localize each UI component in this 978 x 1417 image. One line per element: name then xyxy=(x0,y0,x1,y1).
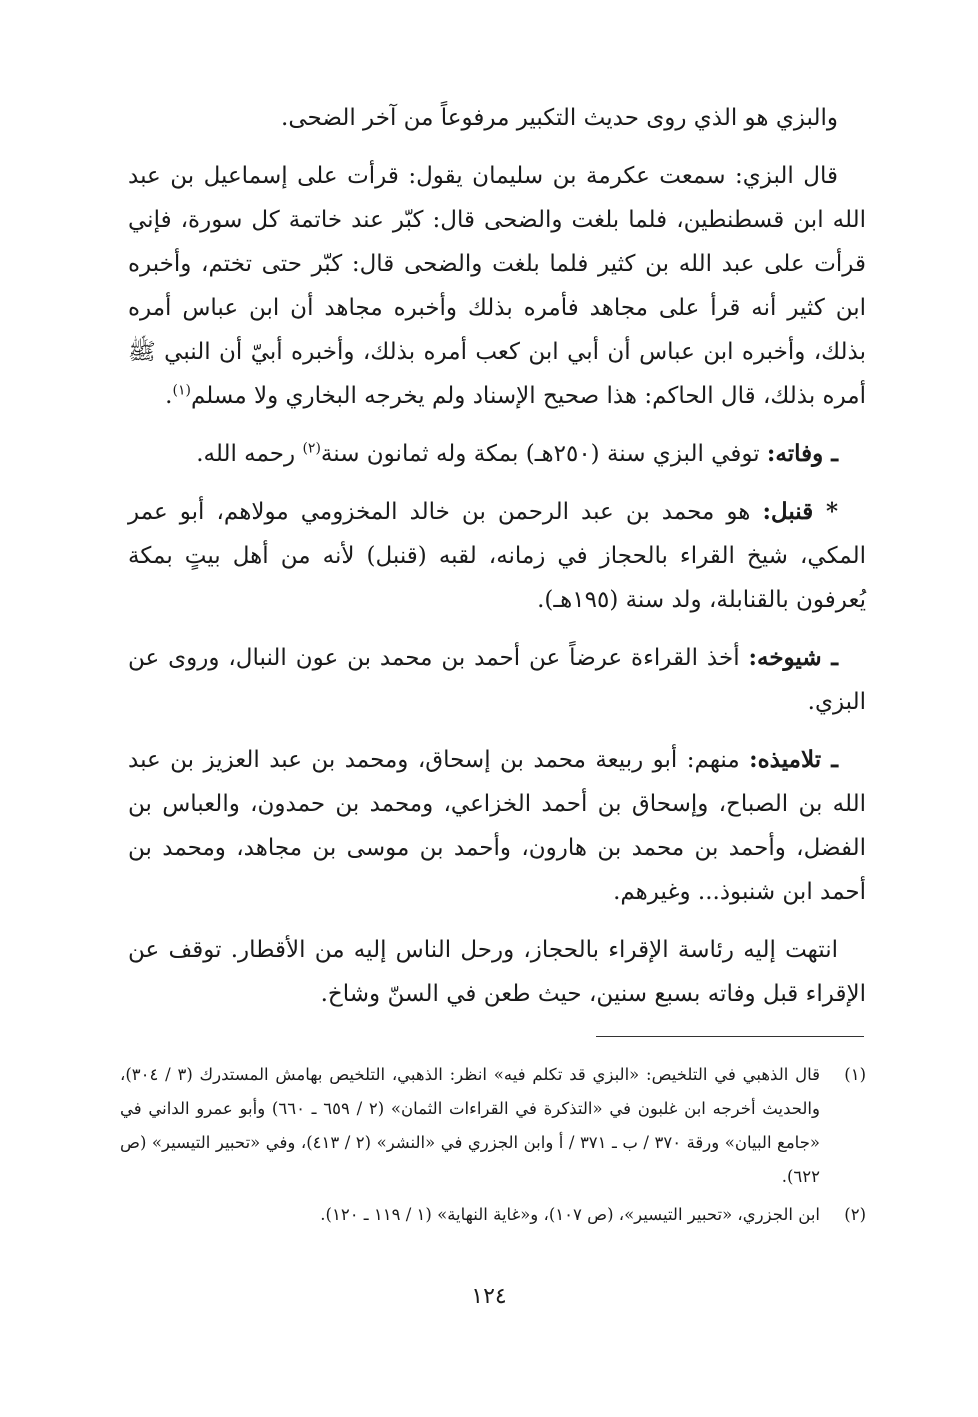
paragraph-text: هو محمد بن عبد الرحمن بن خالد المخزومي مولاهم، أبو عمر المكي، شيخ القراء بالحجاز في زمانه، لقبه (قنبل) لأنه من أهل بيتٍ بمكة يُعرفون بالقنابلة، ولد سنة (١٩٥هـ). xyxy=(128,499,866,613)
footnote-number: (٢) xyxy=(844,1205,866,1224)
section-label-qunbul: * قنبل: xyxy=(762,498,838,525)
paragraph-end: رحمه الله. xyxy=(196,441,303,467)
footnotes xyxy=(120,1058,866,1236)
section-label-students: ـ تلاميذه: xyxy=(749,746,838,773)
page-number: ١٢٤ xyxy=(471,1284,507,1309)
section-label-death: ـ وفاته: xyxy=(766,440,838,467)
paragraph-qunbul-leadership xyxy=(128,928,866,1016)
paragraph-qunbul-students xyxy=(128,738,866,914)
paragraph-bazzi-death xyxy=(128,432,866,476)
footnote-2 xyxy=(120,1198,866,1232)
footnote-number: (١) xyxy=(844,1065,866,1084)
footnote-divider xyxy=(596,1036,864,1037)
section-label-teachers: ـ شيوخه: xyxy=(748,644,838,671)
paragraph-text: انتهت إليه رئاسة الإقراء بالحجاز، ورحل الناس إليه من الأقطار. توقف عن الإقراء قبل وفاته بسبع سنين، حيث طعن في السنّ وشاخ. xyxy=(128,937,866,1007)
paragraph-bazzi-narration xyxy=(128,154,866,418)
paragraph-qunbul-teachers xyxy=(128,636,866,724)
paragraph-end: . xyxy=(165,383,173,409)
paragraph-bazzi-takbir xyxy=(128,96,866,140)
paragraph-qunbul-intro xyxy=(128,490,866,622)
main-text xyxy=(128,96,866,1030)
paragraph-text: والبزي هو الذي روى حديث التكبير مرفوعاً من آخر الضحى. xyxy=(281,105,838,131)
paragraph-text: منهم: أبو ربيعة محمد بن إسحاق، ومحمد بن عبد العزيز بن عبد الله بن الصباح، وإسحاق بن أحمد الخزاعي، ومحمد بن حمدون، والعباس بن الفضل، وأحمد بن محمد بن هارون، وأحمد بن موسى بن مجاهد، ومحمد بن أحمد ابن شنبوذ... وغيرهم. xyxy=(128,747,866,905)
paragraph-text: أخذ القراءة عرضاً عن أحمد بن محمد بن عون النبال، وروى عن البزي. xyxy=(128,645,866,715)
paragraph-text: قال البزي: سمعت عكرمة بن سليمان يقول: قرأت على إسماعيل بن عبد الله ابن قسطنطين، فلما بلغت والضحى قال: كبّر عند خاتمة كل سورة، فإني قرأت على عبد الله بن كثير فلما بلغت والضحى قال: كبّر حتى تختم، وأخبره ابن كثير أنه قرأ على مجاهد فأمره بذلك وأخبره مجاهد أن ابن عباس أمره بذلك، وأخبره ابن عباس أن أبي ابن كعب أمره بذلك، وأخبره أبيّ أن النبي ﷺ أمره بذلك، قال الحاكم: هذا صحيح الإسناد ولم يخرجه البخاري ولا مسلم xyxy=(128,163,866,409)
footnote-ref-2[interactable]: (٢) xyxy=(302,440,321,457)
footnote-text: قال الذهبي في التلخيص: «البزي قد تكلم فيه» انظر: الذهبي، التلخيص بهامش المستدرك (٣ / ٣٠٤)، والحديث أخرجه ابن غلبون في «التذكرة في القراءات الثمان» (٢ / ٦٥٩ ـ ٦٦٠) وأبو عمرو الداني في «جامع البيان» ورقة ٣٧٠ / ب ـ ٣٧١ / أ وابن الجزري في «النشر» (٢ / ٤١٣)، وفي «تحبير التيسير» (ص ٦٢٢). xyxy=(120,1065,820,1186)
footnote-1 xyxy=(120,1058,866,1194)
footnote-text: ابن الجزري، «تحبير التيسير»، (ص ١٠٧)، و«غاية النهاية» (١ / ١١٩ ـ ١٢٠). xyxy=(320,1205,820,1224)
footnote-ref-1[interactable]: (١) xyxy=(172,382,191,399)
paragraph-text: توفي البزي سنة (٢٥٠هـ) بمكة وله ثمانون سنة xyxy=(320,441,760,467)
